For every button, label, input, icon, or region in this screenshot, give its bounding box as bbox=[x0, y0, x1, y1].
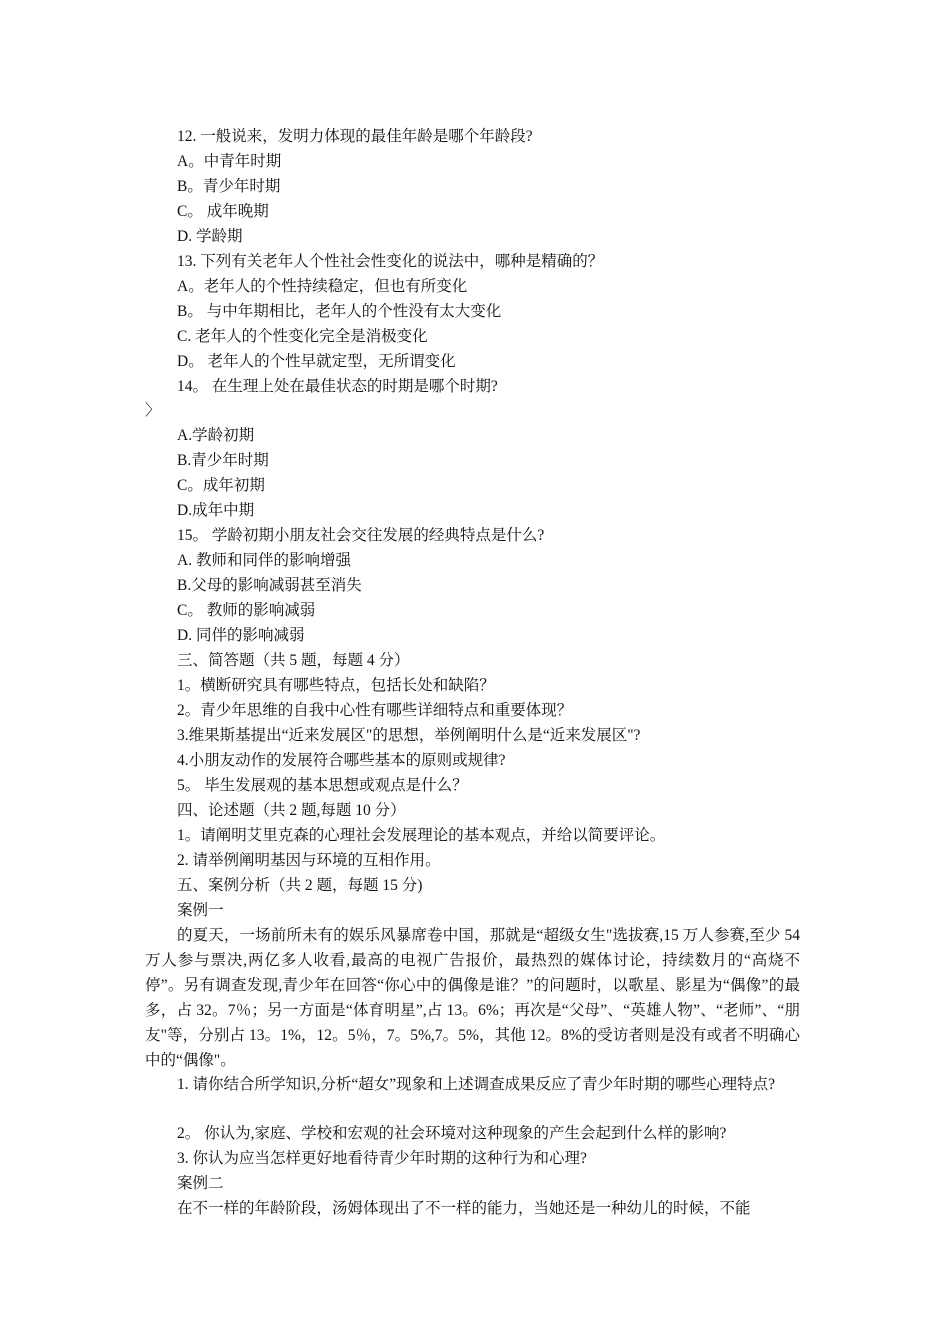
question-12-option-b: B。青少年时期 bbox=[177, 178, 281, 195]
question-12-option-a: A。中青年时期 bbox=[177, 153, 282, 170]
stray-bracket-mark: 〉 bbox=[145, 402, 161, 419]
section-short-answer-heading: 三、简答题（共 5 题，每题 4 分） bbox=[177, 652, 410, 669]
case-1-question-3: 3. 你认为应当怎样更好地看待青少年时期的这种行为和心理? bbox=[177, 1150, 587, 1167]
question-14-stem: 14。 在生理上处在最佳状态的时期是哪个时期? bbox=[177, 378, 498, 395]
case-1-question-1: 1. 请你结合所学知识,分析“超女”现象和上述调查成果反应了青少年时期的哪些心理特点? bbox=[177, 1076, 776, 1093]
question-14-option-c: C。成年初期 bbox=[177, 477, 265, 494]
question-14-option-a: A.学龄初期 bbox=[177, 427, 255, 444]
question-15-option-d: D. 同伴的影响减弱 bbox=[177, 627, 305, 644]
question-14-option-d: D.成年中期 bbox=[177, 502, 255, 519]
short-answer-item-1: 1。横断研究具有哪些特点，包括长处和缺陷？ bbox=[177, 677, 495, 694]
question-12-option-c: C。 成年晚期 bbox=[177, 203, 269, 220]
short-answer-item-2: 2。青少年思维的自我中心性有哪些详细特点和重要体现？ bbox=[177, 702, 573, 719]
section-case-analysis-heading: 五、案例分析（共 2 题，每题 15 分) bbox=[177, 877, 423, 894]
short-answer-item-4: 4.小朋友动作的发展符合哪些基本的原则或规律? bbox=[177, 752, 506, 769]
short-answer-item-5: 5。 毕生发展观的基本思想或观点是什么？ bbox=[177, 777, 468, 794]
question-15-option-b: B.父母的影响减弱甚至消失 bbox=[177, 577, 362, 594]
question-13-option-b: B。 与中年期相比，老年人的个性没有太大变化 bbox=[177, 303, 502, 320]
question-14-option-b: B.青少年时期 bbox=[177, 452, 269, 469]
essay-item-2: 2. 请举例阐明基因与环境的互相作用。 bbox=[177, 852, 441, 869]
question-13-option-a: A。老年人的个性持续稳定，但也有所变化 bbox=[177, 278, 468, 295]
question-13-option-d: D。 老年人的个性早就定型，无所谓变化 bbox=[177, 353, 456, 370]
case-2-body: 在不一样的年龄阶段，汤姆体现出了不一样的能力，当她还是一种幼儿的时候，不能 bbox=[177, 1200, 751, 1217]
case-2-title: 案例二 bbox=[177, 1175, 224, 1192]
section-essay-heading: 四、论述题（共 2 题,每题 10 分） bbox=[177, 802, 406, 819]
short-answer-item-3: 3.维果斯基提出“近来发展区"的思想，举例阐明什么是“近来发展区"? bbox=[177, 727, 641, 744]
case-1-title: 案例一 bbox=[177, 902, 224, 919]
case-1-body: 的夏天，一场前所未有的娱乐风暴席卷中国，那就是“超级女生"选拔赛,15 万人参赛,至少 54 万人参与票决,两亿多人收看,最高的电视广告报价，最热烈的媒体讨论，持续数月的“高烧不停”。另有调查发现,青少年在回答“你心中的偶像是谁？”的问题时，以歌星、影星为“偶像”的最多，占 32。7％；另一方面是“体育明星”,占 13。6%；再次是“父母”、“英雄人物”、“老师”、“朋友"等，分别占 13。1%，12。5％，7。5%,7。5%，其他 12。8%的受访者则是没有或者不明确心中的“偶像"。 bbox=[145, 927, 800, 1069]
question-15-stem: 15。 学龄初期小朋友社会交往发展的经典特点是什么? bbox=[177, 527, 545, 544]
question-12-stem: 12. 一般说来，发明力体现的最佳年龄是哪个年龄段? bbox=[177, 128, 533, 145]
question-15-option-c: C。 教师的影响减弱 bbox=[177, 602, 316, 619]
question-13-stem: 13. 下列有关老年人个性社会性变化的说法中，哪种是精确的？ bbox=[177, 253, 604, 270]
question-12-option-d: D. 学龄期 bbox=[177, 228, 243, 245]
question-15-option-a: A. 教师和同伴的影响增强 bbox=[177, 552, 351, 569]
case-1-question-2: 2。 你认为,家庭、学校和宏观的社会环境对这种现象的产生会起到什么样的影响? bbox=[177, 1125, 727, 1142]
essay-item-1: 1。请阐明艾里克森的心理社会发展理论的基本观点，并给以简要评论。 bbox=[177, 827, 666, 844]
question-13-option-c: C. 老年人的个性变化完全是消极变化 bbox=[177, 328, 428, 345]
